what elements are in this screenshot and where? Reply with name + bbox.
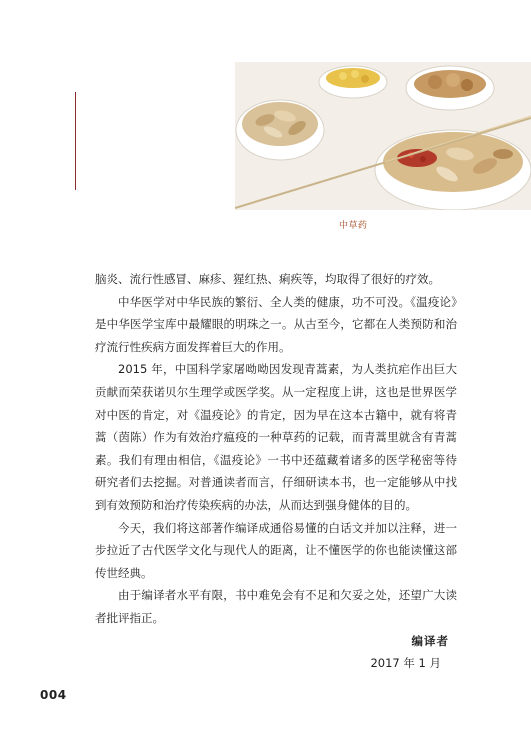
signature-author: 编译者: [411, 634, 449, 648]
figure-caption: 中草药: [339, 221, 368, 231]
paragraph: 2015 年，中国科学家屠呦呦因发现青蒿素，为人类抗疟作出巨大贡献而荣获诺贝尔生理学或医学奖。从一定程度上讲，这也是世界医学对中医的肯定，对《温疫论》的肯定，因为早在这本古籍中，就有将青蒿（茵陈）作为有效治疗瘟疫的一种草药的记载，而青蒿里就含有青蒿素。我们有理由相信，《温疫论》一书中还蕴藏着诸多的医学秘密等待研究者们去挖掘。对普通读者而言，仔细研读本书，也一定能够从中找到有效预防和治疗传染疾病的办法，从而达到强身健体的目的。: [95, 362, 457, 512]
paragraph: 今天，我们将这部著作编译成通俗易懂的白话文并加以注释，进一步拉近了古代医学文化与现代人的距离，让不懂医学的你也能读懂这部传世经典。: [95, 520, 457, 580]
body-text: [95, 268, 457, 630]
signature-date: 2017 年 1 月: [370, 656, 441, 670]
page-number: 004: [40, 688, 67, 702]
paragraph: 由于编译者水平有限，书中难免会有不足和欠妥之处，还望广大读者批评指正。: [95, 588, 457, 625]
paragraph: 中华医学对中华民族的繁衍、全人类的健康，功不可没。《温疫论》是中华医学宝库中最耀眼的明珠之一。从古至今，它都在人类预防和治疗流行性疾病方面发挥着巨大的作用。: [95, 294, 457, 354]
decorative-vertical-line: [75, 92, 76, 190]
paragraph: 脑炎、流行性感冒、麻疹、猩红热、痢疾等，均取得了很好的疗效。: [95, 272, 440, 286]
herbal-medicine-photo: [235, 62, 531, 210]
